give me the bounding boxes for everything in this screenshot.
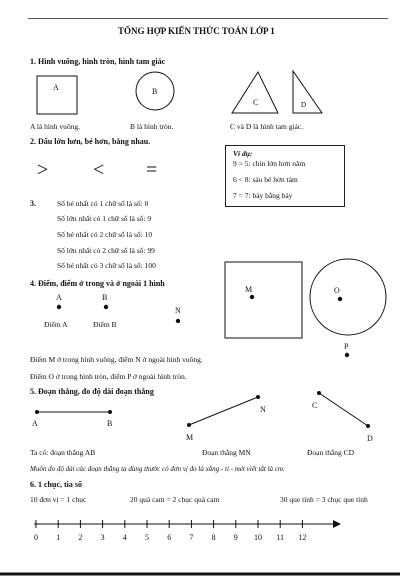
example-line-1: 9 > 5: chín lớn hơn năm bbox=[233, 159, 306, 168]
point-seg-c bbox=[317, 391, 321, 395]
point-b-label: B bbox=[102, 293, 108, 302]
number-ray-tick-label: 0 bbox=[34, 533, 38, 542]
number-ray-tick-label: 12 bbox=[298, 533, 307, 542]
number-ray-tick-label: 8 bbox=[211, 533, 216, 542]
point-a-label: A bbox=[56, 293, 62, 302]
number-ray-tick-label: 1 bbox=[56, 533, 61, 542]
seg-label-c: C bbox=[312, 401, 318, 410]
point-n bbox=[176, 319, 180, 323]
seg-label-a: A bbox=[32, 419, 38, 428]
number-ray-tick-label: 3 bbox=[100, 533, 105, 542]
point-o-label: O bbox=[334, 286, 340, 295]
point-m bbox=[250, 295, 254, 299]
square-frame bbox=[225, 262, 302, 338]
number-ray-tick-label: 5 bbox=[145, 533, 149, 542]
label-a: A bbox=[53, 83, 59, 92]
point-seg-m bbox=[187, 423, 191, 427]
example-line-2: 6 < 8: sáu bé hơn tám bbox=[233, 175, 298, 184]
section-6-heading: 6. 1 chục, tia số bbox=[30, 480, 82, 489]
seg-label-m: M bbox=[186, 433, 194, 442]
triangle-d bbox=[293, 71, 322, 113]
digit-fact-2: Số lớn nhất có 1 chữ số là số: 9 bbox=[57, 214, 152, 223]
number-ray-arrow bbox=[333, 520, 341, 528]
digit-fact-3: Số bé nhất có 2 chữ số là số: 10 bbox=[57, 230, 153, 239]
label-b: B bbox=[152, 87, 158, 96]
point-note-1: Điểm M ở trong hình vuông, điểm N ở ngoài hình vuông. bbox=[30, 355, 203, 364]
seg-label-b: B bbox=[107, 419, 113, 428]
point-p bbox=[345, 353, 349, 357]
tens-fact-3: 30 que tính = 3 chục que tính bbox=[280, 495, 368, 504]
section-5-heading: 5. Đoạn thẳng, đo độ dài đoạn thẳng bbox=[30, 387, 154, 396]
label-c: C bbox=[253, 98, 259, 107]
digit-fact-5: Số bé nhất có 3 chữ số là số: 100 bbox=[57, 261, 156, 270]
number-ray-tick-label: 6 bbox=[167, 533, 172, 542]
point-seg-a bbox=[35, 410, 39, 414]
point-b bbox=[104, 305, 108, 309]
point-p-label: P bbox=[344, 342, 349, 351]
number-ray-tick-label: 4 bbox=[122, 533, 127, 542]
tens-fact-2: 20 quả cam = 2 chục quả cam bbox=[130, 495, 220, 504]
segment-caption-cd: Đoạn thẳng CD bbox=[307, 448, 355, 457]
number-ray-tick-label: 10 bbox=[254, 533, 262, 542]
number-ray-tick-label: 11 bbox=[276, 533, 285, 542]
digit-fact-1: Số bé nhất có 1 chữ số là số: 0 bbox=[57, 199, 149, 208]
number-ray-tick-label: 9 bbox=[233, 533, 238, 542]
tens-fact-1: 10 đơn vị = 1 chục bbox=[30, 495, 87, 504]
square-a bbox=[37, 76, 77, 114]
caption-cd: C và D là hình tam giác. bbox=[230, 122, 304, 131]
point-b-caption: Điểm B bbox=[93, 320, 117, 329]
segment-caption-ab: Ta có: đoạn thẳng AB bbox=[30, 448, 96, 457]
greater-than-sign: > bbox=[37, 159, 49, 181]
seg-label-n: N bbox=[260, 405, 266, 414]
point-n-label: N bbox=[175, 306, 181, 315]
section-3-number: 3. bbox=[30, 199, 36, 208]
less-than-sign: < bbox=[93, 159, 105, 181]
label-d: D bbox=[301, 101, 307, 109]
point-seg-n bbox=[256, 395, 260, 399]
segment-caption-mn: Đoạn thẳng MN bbox=[202, 448, 251, 457]
seg-label-d: D bbox=[367, 434, 373, 443]
point-m-label: M bbox=[245, 285, 253, 294]
section-4-heading: 4. Điểm, điểm ở trong và ở ngoài 1 hình bbox=[30, 279, 165, 288]
point-note-2: Điểm O ở trong hình tròn, điểm P ở ngoài hình tròn. bbox=[30, 372, 187, 381]
segment-cd bbox=[319, 393, 368, 426]
page-title: TỔNG HỢP KIẾN THỨC TOÁN LỚP 1 bbox=[118, 26, 275, 36]
number-ray-tick-label: 2 bbox=[78, 533, 83, 542]
section-1-heading: 1. Hình vuông, hình tròn, hình tam giác bbox=[30, 57, 166, 66]
point-a bbox=[57, 305, 61, 309]
example-line-3: 7 = 7: bảy bằng bảy bbox=[233, 191, 293, 200]
point-a-caption: Điểm A bbox=[44, 320, 68, 329]
equals-sign: = bbox=[146, 159, 158, 181]
digit-fact-4: Số lớn nhất có 2 chữ số là số: 99 bbox=[57, 246, 155, 255]
caption-b: B là hình tròn. bbox=[130, 122, 174, 131]
example-title: Ví dụ: bbox=[233, 149, 253, 158]
point-o bbox=[338, 297, 342, 301]
point-seg-d bbox=[366, 424, 370, 428]
circle-frame bbox=[310, 259, 386, 335]
segment-mn bbox=[189, 397, 258, 425]
number-ray-tick-label: 7 bbox=[189, 533, 194, 542]
section-2-heading: 2. Dấu lớn hơn, bé hơn, bằng nhau. bbox=[30, 137, 151, 146]
number-ray-ticks bbox=[34, 520, 306, 542]
caption-a: A là hình vuông. bbox=[30, 122, 80, 131]
point-seg-b bbox=[108, 410, 112, 414]
measure-note: Muốn đo độ dài các đoạn thẳng ta dùng thước có đơn vị đo là xăng - ti - mét viết tắt là cm. bbox=[30, 465, 285, 473]
